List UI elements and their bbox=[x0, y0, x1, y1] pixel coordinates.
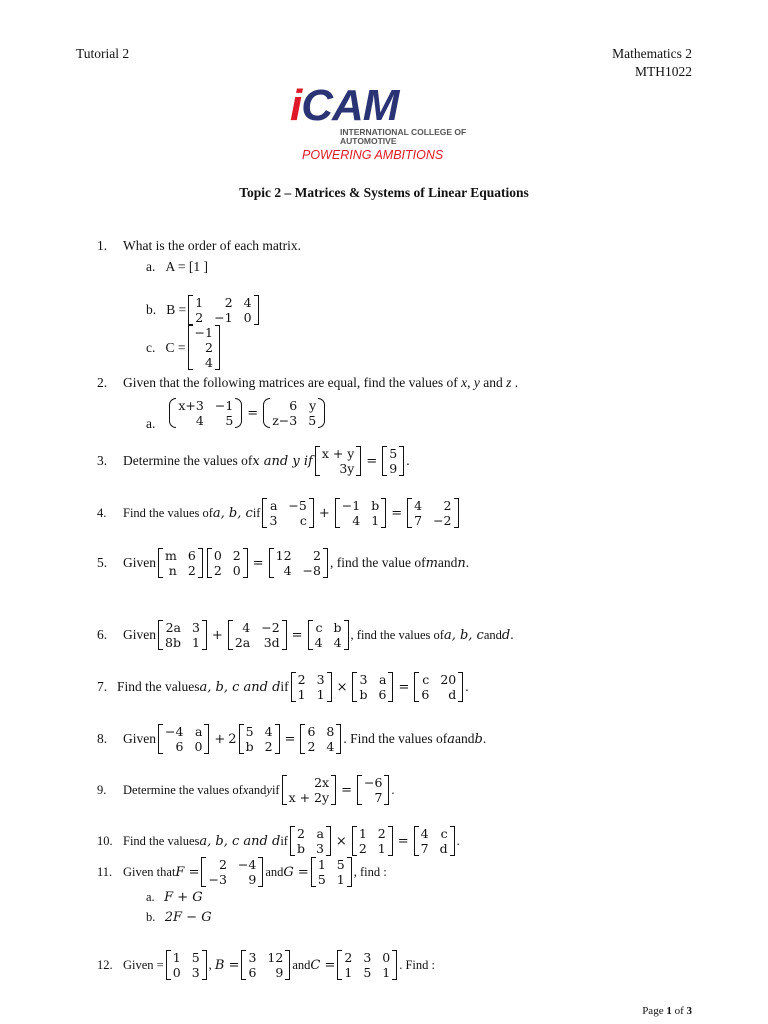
matrix-right-bracket bbox=[202, 620, 207, 650]
q9-right-matrix bbox=[357, 775, 389, 805]
matrix-right-bracket bbox=[384, 775, 389, 805]
matrix-cell: 3 bbox=[359, 672, 368, 687]
matrix-cell: 8 bbox=[326, 724, 335, 739]
page-title: Topic 2 – Matrices & Systems of Linear Equations bbox=[239, 185, 529, 200]
matrix-body bbox=[362, 775, 384, 805]
matrix-right-bracket bbox=[285, 950, 290, 980]
page-number: Page 1 of 3 bbox=[642, 1005, 692, 1017]
matrix-cell: 2 bbox=[187, 563, 196, 578]
logo-subtitle-2: AUTOMOTIVE bbox=[340, 136, 397, 146]
matrix-cell: 1 bbox=[382, 965, 391, 980]
matrix-cell: 3 bbox=[315, 841, 324, 856]
matrix-body bbox=[267, 498, 308, 528]
matrix-right-bracket bbox=[450, 826, 455, 856]
matrix-cell: 1 bbox=[297, 687, 306, 702]
question-9: 9. Determine the values of x and y if 2x x + 2y = −6 7 . bbox=[97, 775, 395, 805]
q4-matrix-3 bbox=[407, 498, 458, 528]
matrix-body bbox=[357, 672, 388, 702]
q6-matrix-2 bbox=[228, 620, 287, 650]
matrix-body bbox=[287, 775, 332, 805]
q3-left-matrix bbox=[315, 446, 362, 476]
matrix-right-bracket bbox=[381, 498, 386, 528]
matrix-cell: 4 bbox=[326, 739, 335, 754]
matrix-cell: 2a bbox=[234, 635, 251, 650]
matrix-cell: 5 bbox=[225, 413, 234, 428]
matrix-cell: 0 bbox=[382, 950, 391, 965]
matrix-right-bracket bbox=[282, 620, 287, 650]
q2-right-matrix bbox=[263, 398, 325, 428]
matrix-cell: 4 bbox=[243, 295, 252, 310]
matrix-body bbox=[163, 620, 202, 650]
matrix-cell: 5 bbox=[245, 724, 254, 739]
question-7: 7. Find the values a, b, c and d if 2 3 1 1 × 3 a b 6 = c 20 6 d . bbox=[97, 672, 469, 702]
matrix-cell: 9 bbox=[389, 461, 398, 476]
matrix-right-bracket bbox=[336, 724, 341, 754]
question-2: 2. Given that the following matrices are equal, find the values of x, y and z . bbox=[97, 375, 519, 390]
logo-wordmark: iCAM bbox=[290, 81, 399, 130]
matrix-body bbox=[412, 498, 453, 528]
matrix-cell: m bbox=[165, 548, 177, 563]
matrix-right-bracket bbox=[388, 672, 393, 702]
q6-matrix-3 bbox=[308, 620, 349, 650]
matrix-cell: x + y bbox=[321, 446, 355, 461]
matrix-body bbox=[193, 325, 215, 370]
matrix-cell: 1 bbox=[317, 857, 326, 872]
matrix-body bbox=[342, 950, 392, 980]
q8-matrix-1 bbox=[158, 724, 209, 754]
matrix-right-bracket bbox=[275, 724, 280, 754]
matrix-cell: 1 bbox=[358, 826, 367, 841]
q1-part-a: a. A = [1 ] bbox=[146, 259, 208, 274]
matrix-right-bracket bbox=[254, 295, 259, 325]
q11-matrix-f bbox=[201, 857, 263, 887]
matrix-cell: b bbox=[296, 841, 305, 856]
matrix-cell: a bbox=[316, 826, 324, 841]
matrix-body bbox=[305, 724, 336, 754]
matrix-right-bracket bbox=[318, 398, 325, 428]
matrix-right-bracket bbox=[327, 672, 332, 702]
matrix-body bbox=[212, 548, 243, 578]
matrix-cell: n bbox=[168, 563, 177, 578]
matrix-body bbox=[419, 826, 450, 856]
q2-part-a: a. x+3 −1 4 5 = 6 y z−3 5 bbox=[146, 398, 327, 428]
matrix-cell: −2 bbox=[433, 513, 452, 528]
matrix-cell: d bbox=[439, 841, 448, 856]
question-8: 8. Given −4 a 6 0 + 2 5 4 b 2 = 6 8 2 4 . Find the values of a and b . bbox=[97, 724, 487, 754]
matrix-cell: 4 bbox=[204, 355, 213, 370]
matrix-cell: −5 bbox=[288, 498, 307, 513]
matrix-right-bracket bbox=[347, 857, 352, 887]
matrix-cell: 2 bbox=[297, 672, 306, 687]
matrix-cell: 2 bbox=[232, 548, 241, 563]
matrix-cell: a bbox=[379, 672, 387, 687]
matrix-cell: y bbox=[309, 398, 317, 413]
matrix-body bbox=[206, 857, 258, 887]
q11-matrix-g bbox=[311, 857, 352, 887]
q9-left-matrix bbox=[282, 775, 337, 805]
q11-part-a: a. F + G bbox=[146, 890, 203, 905]
matrix-body bbox=[316, 857, 347, 887]
matrix-cell: 0 bbox=[172, 965, 181, 980]
q1-part-c: c. C = −1 2 4 bbox=[146, 325, 222, 370]
matrix-cell: 6 bbox=[187, 548, 196, 563]
matrix-cell: −1 bbox=[194, 325, 213, 340]
matrix-body bbox=[313, 620, 344, 650]
matrix-cell: −4 bbox=[237, 857, 257, 872]
header-left: Tutorial 2 bbox=[76, 46, 130, 61]
matrix-right-bracket bbox=[356, 446, 361, 476]
matrix-cell: 4 bbox=[242, 620, 251, 635]
icam-logo bbox=[290, 81, 480, 164]
question-6: 6. Given 2a 3 8b 1 + 4 −2 2a 3d = c b 4 4 , find the values of a, b, c and d . bbox=[97, 620, 514, 650]
matrix-cell: 1 bbox=[336, 872, 345, 887]
matrix-right-bracket bbox=[235, 398, 242, 428]
matrix-cell: 0 bbox=[194, 739, 203, 754]
matrix-cell: 1 bbox=[371, 513, 380, 528]
matrix-cell: 2 bbox=[344, 950, 353, 965]
matrix-cell: 7 bbox=[374, 790, 383, 805]
matrix-cell: 6 bbox=[307, 724, 316, 739]
matrix-cell: 6 bbox=[378, 687, 387, 702]
matrix-cell: 12 bbox=[267, 950, 284, 965]
matrix-body bbox=[274, 548, 323, 578]
matrix-cell: −6 bbox=[363, 775, 383, 790]
matrix-right-bracket bbox=[454, 498, 459, 528]
matrix-body bbox=[171, 950, 202, 980]
matrix-b bbox=[188, 295, 258, 325]
matrix-cell: b bbox=[245, 739, 254, 754]
matrix-cell: 0 bbox=[232, 563, 241, 578]
matrix-cell: 2 bbox=[443, 498, 452, 513]
matrix-cell: 3 bbox=[191, 620, 200, 635]
matrix-cell: 0 bbox=[243, 310, 252, 325]
q10-matrix-2 bbox=[352, 826, 393, 856]
matrix-cell: −1 bbox=[341, 498, 361, 513]
matrix-cell: 3 bbox=[191, 965, 200, 980]
q8-matrix-3 bbox=[300, 724, 341, 754]
matrix-cell: 4 bbox=[352, 513, 361, 528]
matrix-left-bracket bbox=[263, 398, 270, 428]
matrix-cell: 2 bbox=[195, 310, 204, 325]
matrix-right-bracket bbox=[344, 620, 349, 650]
matrix-right-bracket bbox=[215, 325, 220, 370]
matrix-cell: 2 bbox=[358, 841, 367, 856]
matrix-cell: 4 bbox=[420, 826, 429, 841]
matrix-cell: 1 bbox=[191, 635, 200, 650]
q5-matrix-3 bbox=[269, 548, 328, 578]
q7-matrix-3 bbox=[414, 672, 463, 702]
logo-subtitle-1: INTERNATIONAL COLLEGE OF bbox=[340, 127, 467, 137]
matrix-body bbox=[270, 398, 318, 428]
matrix-cell: 5 bbox=[389, 446, 398, 461]
matrix-cell: b bbox=[359, 687, 368, 702]
matrix-cell: 2 bbox=[224, 295, 233, 310]
matrix-cell: 20 bbox=[440, 672, 457, 687]
matrix-cell: 2x bbox=[314, 775, 330, 790]
q12-matrix-c bbox=[337, 950, 397, 980]
matrix-right-bracket bbox=[326, 826, 331, 856]
matrix-cell: 2 bbox=[213, 563, 222, 578]
q12-matrix-a bbox=[166, 950, 207, 980]
matrix-left-bracket bbox=[169, 398, 176, 428]
matrix-cell: 2 bbox=[218, 857, 227, 872]
matrix-cell: 9 bbox=[275, 965, 284, 980]
matrix-body bbox=[357, 826, 388, 856]
matrix-cell: 5 bbox=[363, 965, 372, 980]
question-3: 3. Determine the values of x and y if x + y 3y = 5 9 . bbox=[97, 446, 410, 476]
matrix-cell: 6 bbox=[289, 398, 298, 413]
matrix-cell: d bbox=[448, 687, 457, 702]
matrix-cell: 2 bbox=[264, 739, 273, 754]
matrix-cell: −8 bbox=[302, 563, 321, 578]
header-right-line1: Mathematics 2 bbox=[612, 46, 692, 61]
q10-matrix-3 bbox=[414, 826, 455, 856]
matrix-cell: 6 bbox=[175, 739, 184, 754]
matrix-body bbox=[244, 724, 275, 754]
matrix-right-bracket bbox=[204, 724, 209, 754]
matrix-right-bracket bbox=[331, 775, 336, 805]
q1-part-b: b. B = 1 2 4 2 −1 0 bbox=[146, 295, 261, 325]
matrix-cell: 3 bbox=[269, 513, 278, 528]
matrix-cell: 2a bbox=[165, 620, 181, 635]
matrix-cell: 5 bbox=[191, 950, 200, 965]
matrix-cell: 2 bbox=[297, 826, 305, 841]
matrix-cell: 5 bbox=[308, 413, 317, 428]
matrix-body bbox=[340, 498, 381, 528]
matrix-cell: 1 bbox=[172, 950, 181, 965]
q7-matrix-2 bbox=[352, 672, 393, 702]
matrix-cell: 3 bbox=[363, 950, 372, 965]
matrix-cell: 0 bbox=[213, 548, 222, 563]
matrix-cell: −2 bbox=[261, 620, 280, 635]
q8-matrix-2 bbox=[239, 724, 280, 754]
matrix-cell: −4 bbox=[165, 724, 184, 739]
matrix-cell: 2 bbox=[313, 548, 321, 563]
matrix-cell: 7 bbox=[414, 513, 423, 528]
matrix-right-bracket bbox=[202, 950, 207, 980]
matrix-right-bracket bbox=[392, 950, 397, 980]
question-10: 10. Find the values a, b, c and d if 2 a b 3 × 1 2 2 1 = 4 c 7 d . bbox=[97, 826, 460, 856]
matrix-body bbox=[246, 950, 285, 980]
matrix-cell: c bbox=[299, 513, 307, 528]
matrix-cell: 3 bbox=[316, 672, 325, 687]
question-4: 4. Find the values of a, b, c if a −5 3 c + −1 b 4 1 = 4 2 7 −2 bbox=[97, 498, 461, 528]
matrix-cell: 6 bbox=[421, 687, 430, 702]
matrix-cell: 4 bbox=[414, 498, 423, 513]
matrix-right-bracket bbox=[458, 672, 463, 702]
matrix-right-bracket bbox=[258, 857, 263, 887]
matrix-right-bracket bbox=[399, 446, 404, 476]
matrix-cell: −1 bbox=[214, 398, 234, 413]
matrix-cell: c bbox=[440, 826, 448, 841]
matrix-cell: b bbox=[371, 498, 380, 513]
matrix-cell: −1 bbox=[214, 310, 233, 325]
matrix-right-bracket bbox=[198, 548, 203, 578]
header-right-line2: MTH1022 bbox=[635, 64, 692, 79]
matrix-body bbox=[163, 548, 198, 578]
matrix-body bbox=[295, 826, 326, 856]
matrix-body bbox=[387, 446, 399, 476]
matrix-cell: 4 bbox=[283, 563, 292, 578]
q5-matrix-1 bbox=[158, 548, 203, 578]
question-11: 11. Given that F = 2 −4 −3 9 and G = 1 5 5 1 , find : bbox=[97, 857, 387, 887]
matrix-cell: b bbox=[333, 620, 342, 635]
matrix-cell: a bbox=[194, 724, 203, 739]
q12-matrix-b bbox=[241, 950, 290, 980]
matrix-cell: x+3 bbox=[178, 398, 204, 413]
matrix-cell: 9 bbox=[248, 872, 257, 887]
question-12: 12. Given = 1 5 0 3 , B = 3 12 6 9 and C = 2 3 0 1 5 1 . Find : bbox=[97, 950, 436, 980]
matrix-c bbox=[188, 325, 220, 370]
matrix-cell: 1 bbox=[316, 687, 325, 702]
matrix-cell: 1 bbox=[377, 841, 386, 856]
q7-matrix-1 bbox=[291, 672, 332, 702]
matrix-cell: x + 2y bbox=[288, 790, 330, 805]
matrix-cell: 5 bbox=[336, 857, 345, 872]
matrix-body bbox=[176, 398, 235, 428]
matrix-cell: c bbox=[422, 672, 430, 687]
question-1: 1. What is the order of each matrix. bbox=[97, 238, 302, 253]
matrix-body bbox=[320, 446, 357, 476]
q4-matrix-1 bbox=[262, 498, 313, 528]
q3-right-matrix bbox=[382, 446, 404, 476]
matrix-cell: 2 bbox=[204, 340, 213, 355]
matrix-cell: 4 bbox=[314, 635, 323, 650]
question-5: 5. Given m 6 n 2 0 2 2 0 = 12 2 4 −8 , find the value of m and n . bbox=[97, 548, 470, 578]
matrix-body bbox=[163, 724, 204, 754]
matrix-cell: 6 bbox=[248, 965, 257, 980]
matrix-cell: 7 bbox=[420, 841, 429, 856]
q2-left-matrix bbox=[169, 398, 242, 428]
q5-matrix-2 bbox=[207, 548, 248, 578]
matrix-body bbox=[296, 672, 327, 702]
matrix-cell: −3 bbox=[208, 872, 227, 887]
matrix-cell: 12 bbox=[275, 548, 292, 563]
matrix-body bbox=[233, 620, 282, 650]
matrix-cell: 2 bbox=[377, 826, 386, 841]
matrix-cell: 3 bbox=[248, 950, 257, 965]
matrix-right-bracket bbox=[323, 548, 328, 578]
matrix-cell: 4 bbox=[333, 635, 342, 650]
matrix-cell: 4 bbox=[195, 413, 204, 428]
matrix-cell: c bbox=[315, 620, 323, 635]
matrix-right-bracket bbox=[243, 548, 248, 578]
matrix-right-bracket bbox=[388, 826, 393, 856]
matrix-cell: 2 bbox=[307, 739, 316, 754]
matrix-cell: 1 bbox=[195, 295, 204, 310]
q4-matrix-2 bbox=[335, 498, 386, 528]
matrix-cell: 8b bbox=[165, 635, 181, 650]
q6-matrix-1 bbox=[158, 620, 207, 650]
q11-part-b: b. 2F − G bbox=[146, 910, 212, 925]
matrix-cell: z−3 bbox=[272, 413, 298, 428]
matrix-cell: 1 bbox=[344, 965, 353, 980]
matrix-cell: a bbox=[269, 498, 278, 513]
matrix-body bbox=[193, 295, 253, 325]
matrix-cell: 3d bbox=[263, 635, 280, 650]
matrix-cell: 4 bbox=[264, 724, 273, 739]
matrix-body bbox=[419, 672, 458, 702]
matrix-cell: 3y bbox=[339, 461, 355, 476]
logo-tagline: POWERING AMBITIONS bbox=[302, 148, 444, 162]
matrix-cell: 5 bbox=[317, 872, 326, 887]
q10-matrix-1 bbox=[290, 826, 331, 856]
matrix-right-bracket bbox=[309, 498, 314, 528]
